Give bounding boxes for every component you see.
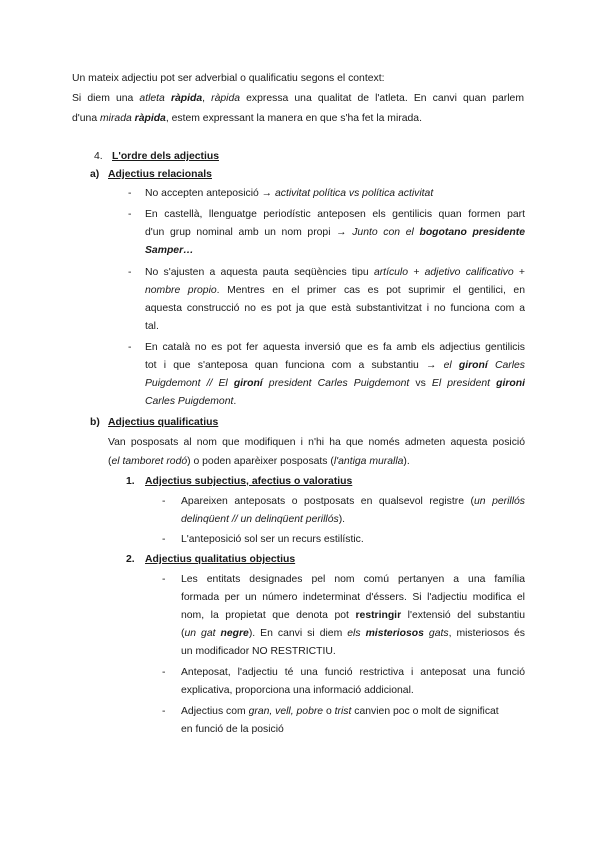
bullet-b2-3-line-1: Adjectius com gran, vell, pobre o trist canvien poc o molt de significat <box>181 706 499 717</box>
intro-line-2: Si diem una atleta ràpida, ràpida expressa una qualitat de l'atleta. En canvi quan parlem <box>72 93 524 104</box>
subsubsection-2-title: Adjectius qualitatius objectius <box>145 554 296 565</box>
bullet-b2-1-line-5: un modificador NO RESTRICTIU. <box>181 646 336 657</box>
bullet-marker: - <box>128 267 132 278</box>
bullet-a3-line-2: nombre propio. Mentres en el primer cas es pot suprimir el gentilici, en <box>145 285 525 296</box>
bullet-b2-3-line-2: en funció de la posició <box>181 724 284 735</box>
bullet-a4-line-1: En català no es pot fer aquesta inversió que es fa amb els adjectius gentilicis <box>145 342 525 353</box>
bullet-a2-line-2: d'un grup nominal amb un nom propi → Junto con el bogotano presidente <box>145 227 525 238</box>
bullet-marker: - <box>162 496 166 507</box>
bullet-a2-line-3: Samper… <box>145 245 194 256</box>
list-number-1: 1. <box>126 476 135 487</box>
bullet-marker: - <box>128 209 132 220</box>
subsection-a-title: Adjectius relacionals <box>108 169 212 180</box>
bullet-a3-line-3: aquesta construcció no es pot ja que està substantivitzat i no funciona com a <box>145 303 525 314</box>
intro-line-1: Un mateix adjectiu pot ser adverbial o qualificatiu segons el context: <box>72 73 385 84</box>
bullet-a4-line-3: Puigdemont // El gironí president Carles Puigdemont vs El president gironí <box>145 378 525 389</box>
bullet-b1-2: L'anteposició sol ser un recurs estilístic. <box>181 534 364 545</box>
section-number: 4. <box>94 151 103 162</box>
paragraph-b-line-2: (el tamboret rodó) o poden aparèixer posposats (l'antiga muralla). <box>108 456 410 467</box>
subsection-a-marker: a) <box>90 169 100 180</box>
intro-line-3: d'una mirada ràpida, estem expressant la manera en que s'ha fet la mirada. <box>72 113 422 124</box>
bullet-marker: - <box>162 667 166 678</box>
paragraph-b-line-1: Van posposats al nom que modifiquen i n'hi ha que només admeten aquesta posició <box>108 437 525 448</box>
bullet-b2-1-line-3: nom, la propietat que denota pot restringir l'extensió del substantiu <box>181 610 525 621</box>
bullet-b2-1-line-2: formada per un número indeterminat d'éssers. Si l'adjectiu modifica el <box>181 592 525 603</box>
bullet-marker: - <box>162 574 166 585</box>
bullet-marker: - <box>128 188 132 199</box>
bullet-a3-line-1: No s'ajusten a aquesta pauta seqüències tipu artículo + adjetivo calificativo + <box>145 267 525 278</box>
subsubsection-1-title: Adjectius subjectius, afectius o valoratius <box>145 476 353 487</box>
bullet-b2-2-line-1: Anteposat, l'adjectiu té una funció restrictiva i anteposat una funció <box>181 667 525 678</box>
bullet-a2-line-1: En castellà, llenguatge periodístic anteposen els gentilicis quan formen part <box>145 209 525 220</box>
bullet-b1-1-line-1: Apareixen anteposats o postposats en qualsevol registre (un perillós <box>181 496 525 507</box>
bullet-b2-2-line-2: explicativa, proporciona una informació addicional. <box>181 685 414 696</box>
bullet-a1: No accepten anteposició → activitat política vs política activitat <box>145 188 434 199</box>
section-title: L'ordre dels adjectius <box>112 151 219 162</box>
subsection-b-title: Adjectius qualificatius <box>108 417 219 428</box>
list-number-2: 2. <box>126 554 135 565</box>
bullet-b1-1-line-2: delinqüent // un delinqüent perillós). <box>181 514 346 525</box>
bullet-a4-line-4: Carles Puigdemont. <box>145 396 237 407</box>
bullet-b2-1-line-4: (un gat negre). En canvi si diem els misteriosos gats, misteriosos és <box>181 628 525 639</box>
bullet-a4-line-2: tot i que s'anteposa quan funciona com a substantiu → el gironí Carles <box>145 360 525 371</box>
subsection-b-marker: b) <box>90 417 100 428</box>
bullet-marker: - <box>162 534 166 545</box>
bullet-a3-line-4: tal. <box>145 321 159 332</box>
bullet-marker: - <box>162 706 166 717</box>
bullet-marker: - <box>128 342 132 353</box>
bullet-b2-1-line-1: Les entitats designades pel nom comú pertanyen a una família <box>181 574 525 585</box>
